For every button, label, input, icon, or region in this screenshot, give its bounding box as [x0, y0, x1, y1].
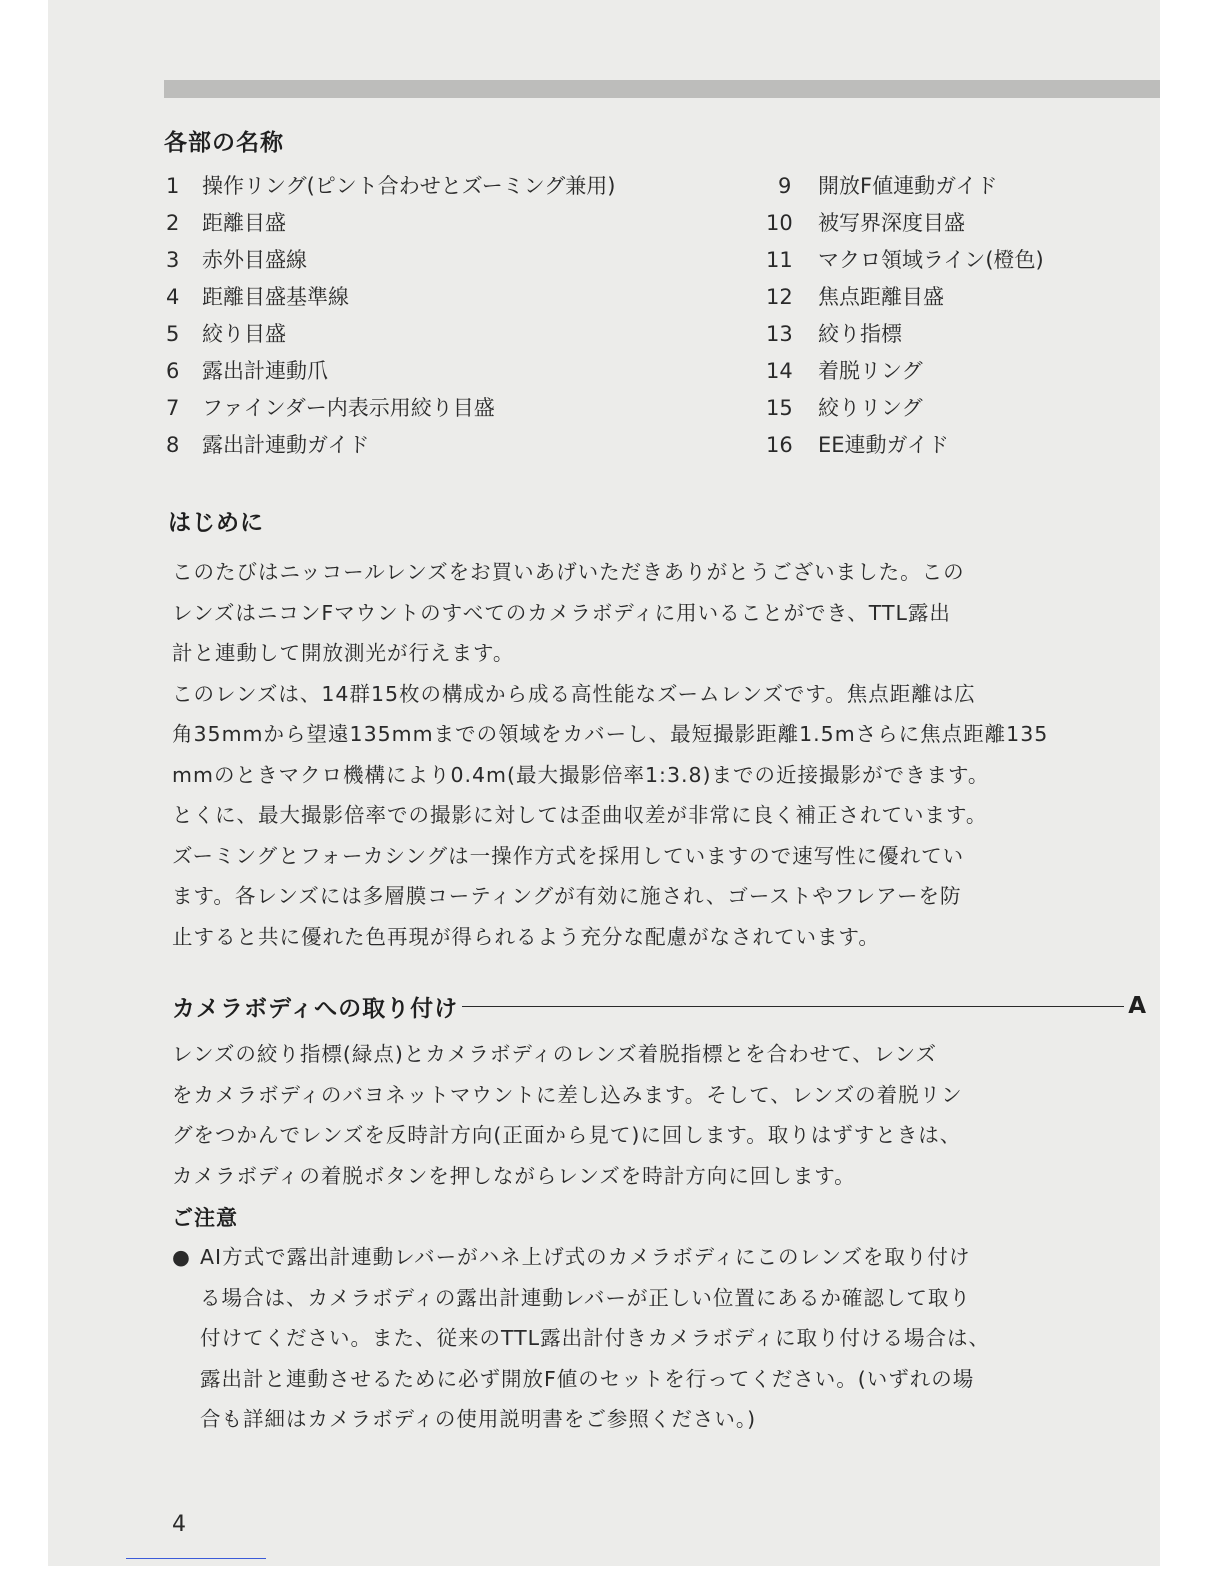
list-item: [166, 353, 616, 390]
item-number: 15: [766, 396, 793, 420]
item-label: 赤外目盛線: [202, 248, 307, 272]
list-item: [766, 279, 1044, 316]
item-number: 5: [166, 322, 180, 346]
item-label: 絞りリング: [818, 396, 923, 420]
item-label: 距離目盛基準線: [202, 285, 349, 309]
item-number: 13: [766, 322, 793, 346]
text-line: ズーミングとフォーカシングは一操作方式を採用していますので速写性に優れてい: [172, 843, 965, 868]
text-line: をカメラボディのバヨネットマウントに差し込みます。そして、レンズの着脱リン: [172, 1082, 963, 1107]
text-line: 角35mmから望遠135mmまでの領域をカバーし、最短撮影距離1.5mさらに焦点距離135: [172, 722, 1049, 746]
manual-page: [48, 0, 1160, 1566]
list-item: [166, 279, 616, 316]
item-number: 3: [166, 248, 180, 272]
caution-note: [172, 1237, 1132, 1440]
item-number: 11: [766, 248, 793, 272]
text-line: 止すると共に優れた色再現が得られるよう充分な配慮がなされています。: [172, 924, 880, 949]
item-label: 被写界深度目盛: [818, 211, 965, 235]
item-label: ファインダー内表示用絞り目盛: [202, 396, 495, 420]
list-item: [766, 316, 1044, 353]
text-line: AI方式で露出計連動レバーがハネ上げ式のカメラボディにこのレンズを取り付け: [200, 1245, 971, 1269]
item-number: 16: [766, 433, 793, 457]
text-line: る場合は、カメラボディの露出計連動レバーが正しい位置にあるか確認して取り: [200, 1285, 971, 1310]
list-item: [766, 242, 1044, 279]
item-label: EE連動ガイド: [818, 433, 949, 457]
section-title-intro: はじめに: [168, 510, 264, 536]
list-item: [766, 390, 1044, 427]
bullet-icon: ●: [172, 1245, 191, 1269]
item-number: 4: [166, 285, 180, 309]
item-label: 操作リング(ピント合わせとズーミング兼用): [202, 174, 616, 198]
item-number: 7: [166, 396, 180, 420]
item-number: 14: [766, 359, 793, 383]
text-line: 付けてください。また、従来のTTL露出計付きカメラボディに取り付ける場合は、: [200, 1326, 990, 1350]
item-label: 開放F値連動ガイド: [818, 174, 998, 198]
item-label: 着脱リング: [818, 359, 923, 383]
parts-list-right: [766, 168, 1044, 464]
text-line: このたびはニッコールレンズをお買いあげいただきありがとうございました。この: [172, 560, 965, 584]
item-label: 絞り目盛: [202, 322, 286, 346]
text-line: mmのときマクロ機構により0.4m(最大撮影倍率1:3.8)までの近接撮影ができます。: [172, 762, 990, 787]
title-rule: [462, 1006, 1124, 1007]
text-line: グをつかんでレンズを反時計方向(正面から見て)に回します。取りはずすときは、: [172, 1123, 962, 1147]
item-label: マクロ領域ライン(橙色): [818, 248, 1044, 272]
item-number: 2: [166, 211, 180, 235]
list-item: [766, 205, 1044, 242]
item-number: 12: [766, 285, 793, 309]
caution-title: ご注意: [172, 1206, 238, 1230]
list-item: [166, 205, 616, 242]
mounting-paragraph: [172, 1034, 1102, 1196]
figure-reference: A: [1128, 993, 1146, 1019]
list-item: [766, 353, 1044, 390]
item-number: 8: [166, 433, 180, 457]
list-item: [166, 316, 616, 353]
list-item: [166, 242, 616, 279]
mounting-title-line: [172, 986, 1146, 1026]
list-item: [166, 390, 616, 427]
item-label: 露出計連動ガイド: [202, 433, 370, 457]
item-label: 露出計連動爪: [202, 359, 328, 383]
list-item: [166, 168, 616, 205]
item-label: 絞り指標: [818, 322, 902, 346]
text-line: このレンズは、14群15枚の構成から成る高性能なズームレンズです。焦点距離は広: [172, 681, 976, 706]
section-title-mounting: カメラボディへの取り付け: [172, 995, 459, 1022]
list-item: [766, 168, 1044, 205]
text-line: とくに、最大撮影倍率での撮影に対しては歪曲収差が非常に良く補正されています。: [172, 803, 988, 827]
text-line: 合も詳細はカメラボディの使用説明書をご参照ください。): [200, 1407, 757, 1431]
list-item: [766, 427, 1044, 464]
item-label: 距離目盛: [202, 211, 286, 235]
text-line: レンズはニコンFマウントのすべてのカメラボディに用いることができ、TTL露出: [172, 600, 951, 625]
text-line: 計と連動して開放測光が行えます。: [172, 641, 515, 665]
list-item: [166, 427, 616, 464]
caution-text: [200, 1237, 1132, 1440]
item-number: 10: [766, 211, 793, 235]
item-number: 1: [166, 174, 180, 198]
text-line: レンズの絞り指標(緑点)とカメラボディのレンズ着脱指標とを合わせて、レンズ: [172, 1042, 938, 1066]
text-line: 露出計と連動させるために必ず開放F値のセットを行ってください。(いずれの場: [200, 1366, 975, 1391]
link-underline: [126, 1558, 266, 1559]
header-bar: [164, 80, 1160, 98]
page-number: 4: [172, 1512, 186, 1537]
item-number: 6: [166, 359, 180, 383]
text-line: カメラボディの着脱ボタンを押しながらレンズを時計方向に回します。: [172, 1163, 856, 1188]
section-title-parts: 各部の名称: [164, 130, 284, 156]
intro-paragraph: [172, 552, 1102, 957]
parts-list-left: [166, 168, 616, 464]
text-line: ます。各レンズには多層膜コーティングが有効に施され、ゴーストやフレアーを防: [172, 884, 962, 908]
item-label: 焦点距離目盛: [818, 285, 944, 309]
item-number: 9: [778, 174, 792, 198]
